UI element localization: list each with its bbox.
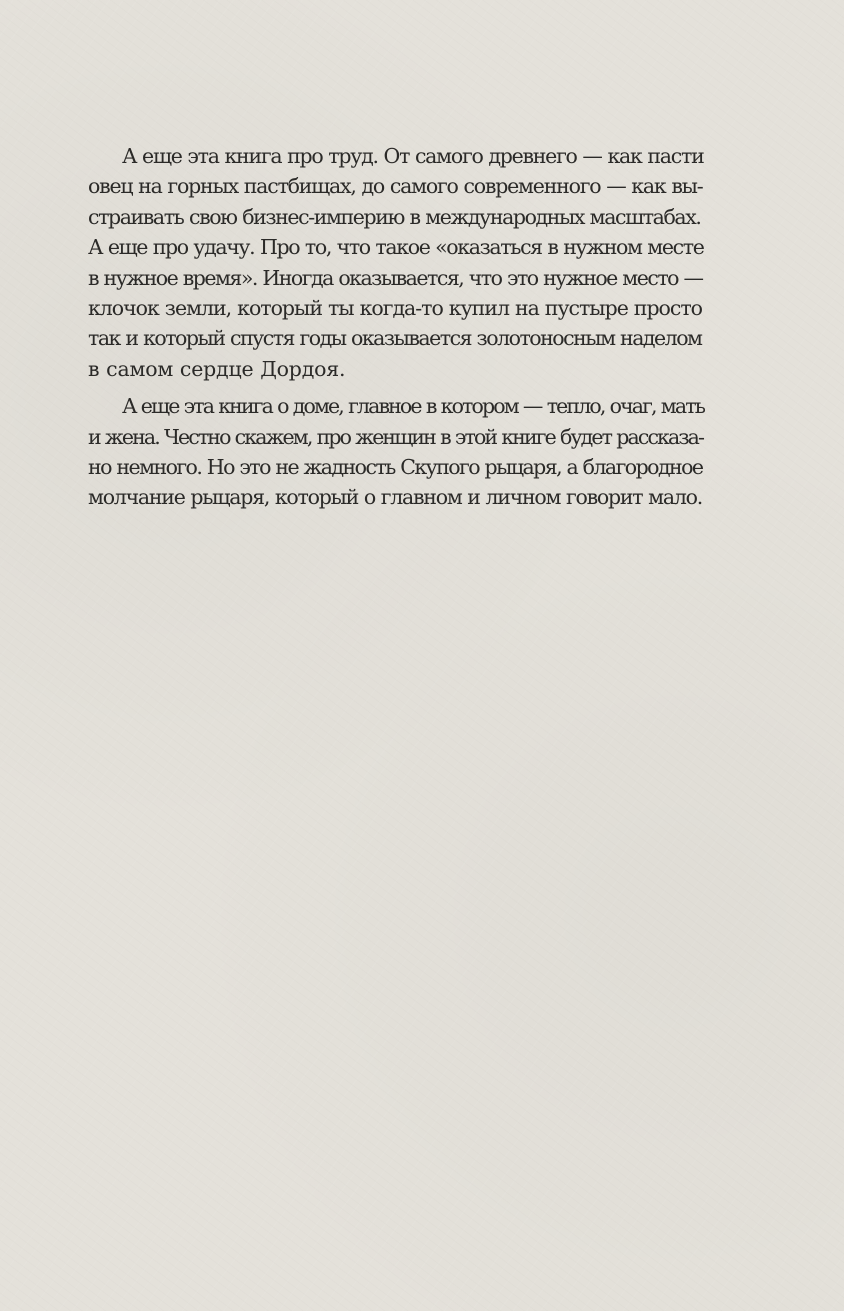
text-line: клочок земли, который ты когда-то купил на пустыре просто [88,295,702,320]
text-line: но немного. Но это не жадность Скупого рыцаря, а благородное [88,454,703,479]
text-line: в нужное время». Иногда оказывается, что это нужное место — [88,265,703,290]
text-line: овец на горных пастбищах, до самого современного — как вы- [88,174,703,199]
body-text [88,141,704,520]
text-line: и жена. Честно скажем, про женщин в этой книге будет рассказа- [88,424,703,449]
text-line: А еще про удачу. Про то, что такое «оказаться в нужном месте [88,235,704,260]
text-line: так и который спустя годы оказывается золотоносным наделом [88,326,702,351]
text-line: молчание рыцаря, который о главном и личном говорит мало. [88,485,702,510]
paragraph-2 [88,391,704,513]
text-line: А еще эта книга про труд. От самого древнего — как пасти [122,144,704,168]
text-line: А еще эта книга о доме, главное в котором — тепло, очаг, мать [122,394,704,419]
text-line: страивать свою бизнес-империю в международных масштабах. [88,204,701,229]
text-line: в самом сердце Дордоя. [88,356,346,381]
paragraph-1 [88,141,704,384]
